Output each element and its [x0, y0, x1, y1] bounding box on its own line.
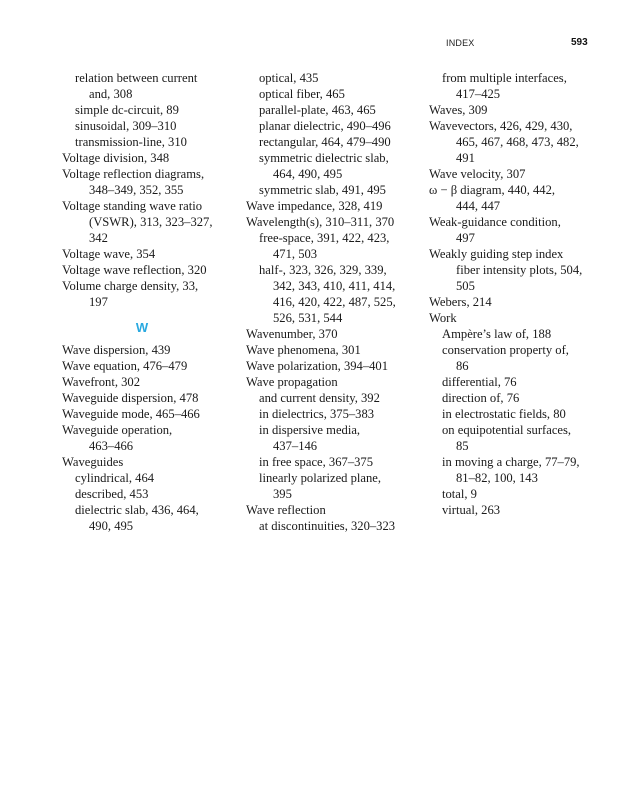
index-entry: Voltage wave reflection, 320: [62, 263, 207, 277]
index-entry: Wave impedance, 328, 419: [246, 199, 383, 213]
index-subentry: symmetric dielectric slab,: [259, 151, 389, 165]
index-subentry: optical fiber, 465: [259, 87, 345, 101]
index-subentry: Ampère’s law of, 188: [442, 327, 552, 341]
index-subentry: free-space, 391, 422, 423,: [259, 231, 390, 245]
running-header: INDEX: [446, 38, 475, 48]
index-entry-continuation: 86: [456, 359, 469, 373]
page-number: 593: [571, 37, 588, 48]
index-entry: Wave phenomena, 301: [246, 343, 361, 357]
index-entry: Weak-guidance condition,: [429, 215, 561, 229]
index-entry: Voltage division, 348: [62, 151, 170, 165]
index-entry: Waveguide dispersion, 478: [62, 391, 199, 405]
index-entry-continuation: 395: [273, 487, 292, 501]
index-entry: Wave velocity, 307: [429, 167, 526, 181]
index-entry: Voltage wave, 354: [62, 247, 156, 261]
index-subentry: parallel-plate, 463, 465: [259, 103, 376, 117]
index-entry: Wavevectors, 426, 429, 430,: [429, 119, 573, 133]
index-entry-continuation: 348–349, 352, 355: [89, 183, 184, 197]
section-letter: W: [135, 320, 149, 335]
index-entry: Wave equation, 476–479: [62, 359, 188, 373]
index-entry: ω − β diagram, 440, 442,: [429, 183, 556, 197]
index-entry: Voltage reflection diagrams,: [62, 167, 205, 181]
index-entry: Weakly guiding step index: [429, 247, 564, 261]
index-subentry: cylindrical, 464: [75, 471, 155, 485]
index-entry-continuation: and, 308: [89, 87, 133, 101]
index-entry: Waves, 309: [429, 103, 488, 117]
index-subentry: and current density, 392: [259, 391, 380, 405]
index-subentry: rectangular, 464, 479–490: [259, 135, 391, 149]
index-subentry: in free space, 367–375: [259, 455, 374, 469]
index-entry: Work: [429, 311, 457, 325]
index-subentry: in moving a charge, 77–79,: [442, 455, 580, 469]
index-entry: Wave polarization, 394–401: [246, 359, 389, 373]
index-subentry: at discontinuities, 320–323: [259, 519, 396, 533]
index-entry: Wave dispersion, 439: [62, 343, 171, 357]
index-entry-continuation: 197: [89, 295, 108, 309]
index-entry-continuation: 497: [456, 231, 475, 245]
index-entry-continuation: 491: [456, 151, 475, 165]
index-entry-continuation: 464, 490, 495: [273, 167, 343, 181]
index-subentry: transmission-line, 310: [75, 135, 187, 149]
index-entry: Webers, 214: [429, 295, 492, 309]
index-entry-continuation: (VSWR), 313, 323–327,: [89, 215, 213, 229]
index-entry: Wavefront, 302: [62, 375, 141, 389]
index-column-2: [246, 70, 421, 534]
index-entry-continuation: 417–425: [456, 87, 501, 101]
index-entry-continuation: 490, 495: [89, 519, 134, 533]
index-column-1: [62, 70, 237, 534]
index-subentry: differential, 76: [442, 375, 517, 389]
index-subentry: sinusoidal, 309–310: [75, 119, 177, 133]
index-entry-continuation: 465, 467, 468, 473, 482,: [456, 135, 579, 149]
index-subentry: direction of, 76: [442, 391, 520, 405]
index-entry-continuation: 437–146: [273, 439, 318, 453]
index-entry-continuation: 85: [456, 439, 469, 453]
index-entry-continuation: 444, 447: [456, 199, 501, 213]
index-entry-continuation: fiber intensity plots, 504,: [456, 263, 583, 277]
index-subentry: virtual, 263: [442, 503, 501, 517]
index-subentry: symmetric slab, 491, 495: [259, 183, 386, 197]
index-subentry: in dispersive media,: [259, 423, 361, 437]
index-entry: Volume charge density, 33,: [62, 279, 199, 293]
index-subentry: conservation property of,: [442, 343, 569, 357]
index-entry-continuation: 416, 420, 422, 487, 525,: [273, 295, 396, 309]
index-entry-continuation: 526, 531, 544: [273, 311, 343, 325]
index-entry-continuation: 505: [456, 279, 475, 293]
index-entry-continuation: 463–466: [89, 439, 134, 453]
index-entry: Wave reflection: [246, 503, 326, 517]
index-subentry: from multiple interfaces,: [442, 71, 567, 85]
index-subentry: in electrostatic fields, 80: [442, 407, 566, 421]
index-subentry: linearly polarized plane,: [259, 471, 382, 485]
index-subentry: half-, 323, 326, 329, 339,: [259, 263, 387, 277]
index-entry-continuation: 471, 503: [273, 247, 318, 261]
index-subentry: in dielectrics, 375–383: [259, 407, 375, 421]
index-entry-continuation: 342, 343, 410, 411, 414,: [273, 279, 396, 293]
index-entry: Wavelength(s), 310–311, 370: [246, 215, 395, 229]
index-column-3: [429, 70, 609, 518]
index-subentry: dielectric slab, 436, 464,: [75, 503, 199, 517]
index-subentry: total, 9: [442, 487, 477, 501]
index-entry-continuation: 342: [89, 231, 108, 245]
index-entry: Waveguide mode, 465–466: [62, 407, 200, 421]
index-entry: Voltage standing wave ratio: [62, 199, 203, 213]
index-entry: Waveguide operation,: [62, 423, 173, 437]
index-entry: Wave propagation: [246, 375, 338, 389]
index-subentry: planar dielectric, 490–496: [259, 119, 391, 133]
index-entry: Wavenumber, 370: [246, 327, 338, 341]
index-subentry: simple dc-circuit, 89: [75, 103, 179, 117]
index-subentry: on equipotential surfaces,: [442, 423, 572, 437]
index-subentry: relation between current: [75, 71, 198, 85]
index-entry: Waveguides: [62, 455, 124, 469]
index-subentry: described, 453: [75, 487, 149, 501]
index-subentry: optical, 435: [259, 71, 319, 85]
index-entry-continuation: 81–82, 100, 143: [456, 471, 538, 485]
